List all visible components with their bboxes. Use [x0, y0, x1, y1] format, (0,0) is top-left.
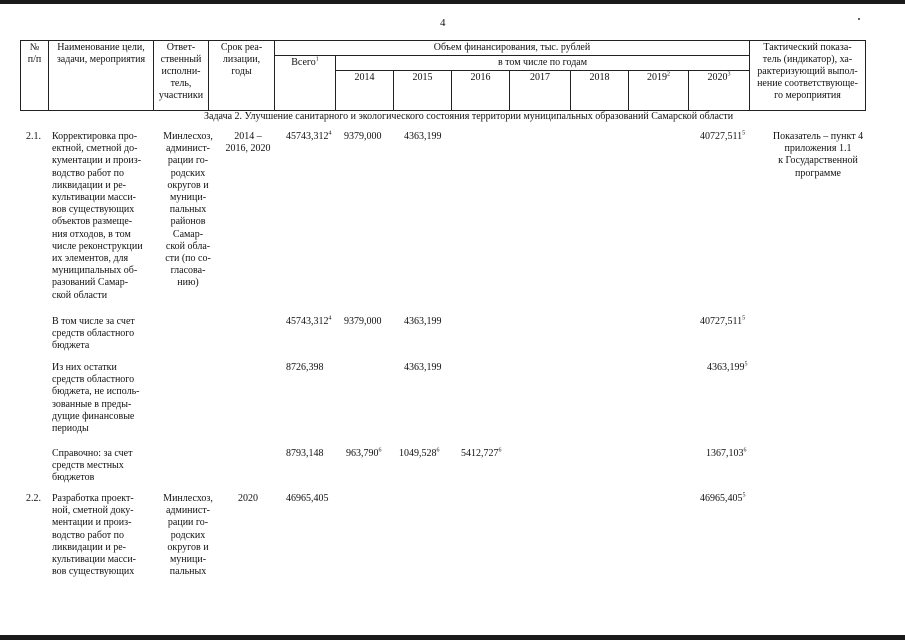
- header-name: Наименование цели, задачи, мероприятия: [49, 41, 154, 111]
- header-responsible: Ответ- ственный исполни- тель, участники: [154, 41, 209, 111]
- header-year-2020: 2020$^3$: [689, 71, 750, 111]
- scan-speck: [858, 18, 860, 20]
- row-2020-unspent-balances: 4363,199$^5$: [707, 361, 748, 373]
- header-indicator: Тактический показа- тель (индикатор), ха- рактеризующий выпол- нение соответствующе- го мероприятия: [750, 41, 866, 111]
- header-year-2019: 2019$^2$: [629, 71, 689, 111]
- task-title: Задача 2. Улучшение санитарного и экологического состояния территории муниципальных образований Самарской области: [204, 111, 734, 122]
- header-total: Всего$^1$: [275, 56, 336, 111]
- row-2020-2-1: 40727,511$^5$: [700, 130, 746, 142]
- row-total-2-2: 46965,405: [286, 493, 329, 504]
- row-2020-2-2: 46965,405$^5$: [700, 492, 746, 504]
- top-scan-border: [0, 0, 905, 4]
- row-name-local-budgets: Справочно: за счет средств местных бюджетов: [52, 448, 133, 484]
- row-2015-unspent-balances: 4363,199: [404, 362, 442, 373]
- row-number-2-2: 2.2.: [26, 493, 41, 504]
- row-2015-local-budgets: 1049,528$^6$: [399, 447, 440, 459]
- header-year-2014: 2014: [336, 71, 394, 111]
- row-2014-local-budgets: 963,790$^6$: [346, 447, 382, 459]
- row-2016-local-budgets: 5412,727$^6$: [461, 447, 502, 459]
- header-year-2015: 2015: [394, 71, 452, 111]
- row-2020-local-budgets: 1367,103$^6$: [706, 447, 747, 459]
- header-by-years: в том числе по годам: [336, 56, 750, 71]
- header-term: Срок реа- лизации, годы: [209, 41, 275, 111]
- row-responsible-2-1: Минлесхоз, админист- рации го- родских округов и муници- пальных районов Самар- ской обла- сти (по со- гласова- нию): [163, 131, 213, 289]
- header-year-2018: 2018: [571, 71, 629, 111]
- header-year-2016: 2016: [452, 71, 510, 111]
- row-total-2-1: 45743,312$^4$: [286, 130, 332, 142]
- row-term-2-2: 2020: [238, 493, 258, 504]
- bottom-scan-border: [0, 635, 905, 640]
- row-name-2-2: Разработка проект- ной, сметной доку- ментации и произ- водство работ по ликвидации и ре- культивации масси- вов существующих: [52, 493, 137, 578]
- row-name-unspent-balances: Из них остатки средств областного бюджета, не исполь- зованные в преды- дущие финансовые периоды: [52, 362, 140, 435]
- row-total-unspent-balances: 8726,398: [286, 362, 324, 373]
- row-2014-2-1: 9379,000: [344, 131, 382, 142]
- header-financing: Объем финансирования, тыс. рублей: [275, 41, 750, 56]
- row-total-local-budgets: 8793,148: [286, 448, 324, 459]
- financing-table-header: [20, 40, 866, 111]
- row-2015-2-1: 4363,199: [404, 131, 442, 142]
- header-year-2017: 2017: [510, 71, 571, 111]
- row-2014-regional-budget: 9379,000: [344, 316, 382, 327]
- row-indicator-2-1: Показатель – пункт 4 приложения 1.1 к Государственной программе: [772, 131, 864, 179]
- row-name-regional-budget: В том числе за счет средств областного бюджета: [52, 316, 135, 352]
- row-term-2-1: 2014 – 2016, 2020: [225, 131, 271, 155]
- row-2020-regional-budget: 40727,511$^5$: [700, 315, 746, 327]
- row-number-2-1: 2.1.: [26, 131, 41, 142]
- row-responsible-2-2: Минлесхоз, админист- рации го- родских округов и муници- пальных: [163, 493, 213, 578]
- page-number: 4: [440, 17, 446, 29]
- row-total-regional-budget: 45743,312$^4$: [286, 315, 332, 327]
- header-number: № п/п: [21, 41, 49, 111]
- row-name-2-1: Корректировка про- ектной, сметной до- кументации и произ- водство работ по ликвидации и ре- культивации масси- вов существующих объектов размеще- ния отходов, в том числе реконструкции их элементов, для муниципальных об- разований Самар- ской области: [52, 131, 143, 301]
- row-2015-regional-budget: 4363,199: [404, 316, 442, 327]
